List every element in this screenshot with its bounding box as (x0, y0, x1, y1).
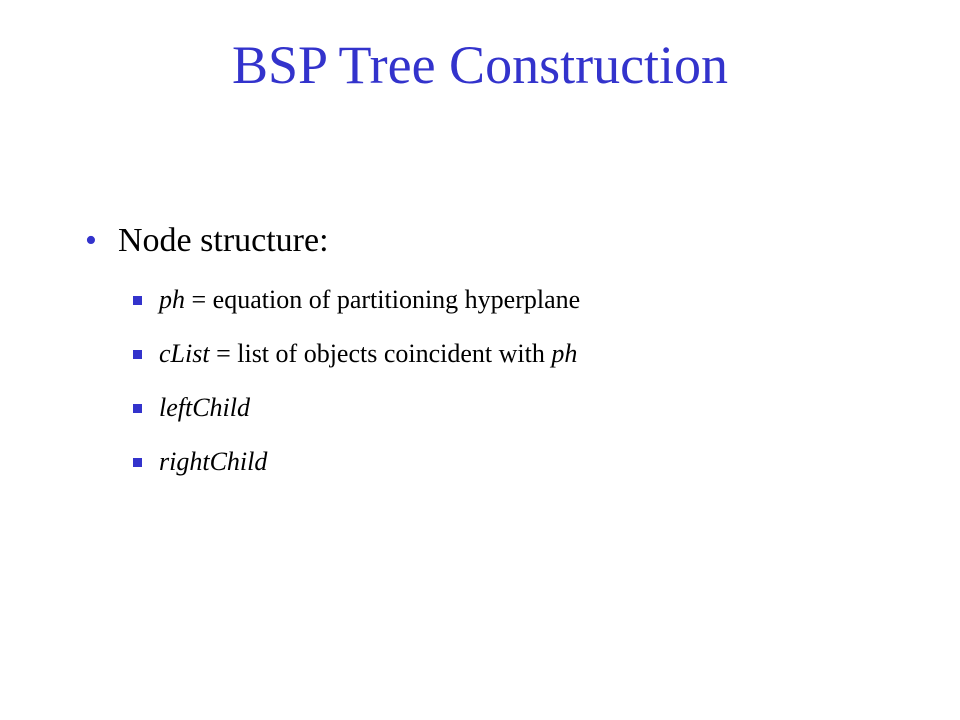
field-description: = equation of partitioning hyperplane (185, 285, 581, 314)
slide-title: BSP Tree Construction (231, 35, 729, 95)
field-name: ph (159, 285, 185, 314)
list-item-text (159, 336, 577, 372)
square-bullet-icon (133, 296, 142, 305)
field-name: cList (159, 339, 210, 368)
field-name: leftChild (159, 393, 250, 422)
square-bullet-icon (133, 404, 142, 413)
bullet-dot-icon: • (85, 222, 97, 259)
field-reference: ph (551, 339, 578, 368)
list-item-text (159, 390, 250, 426)
square-bullet-icon (133, 350, 142, 359)
list-item-text (159, 282, 580, 318)
square-bullet-icon (133, 458, 142, 467)
field-name: rightChild (159, 447, 268, 476)
bullet-text: Node structure: (118, 222, 329, 259)
field-description: = list of objects coincident with (209, 339, 552, 368)
list-item-text (159, 444, 267, 480)
bullet-node-structure (85, 222, 329, 260)
